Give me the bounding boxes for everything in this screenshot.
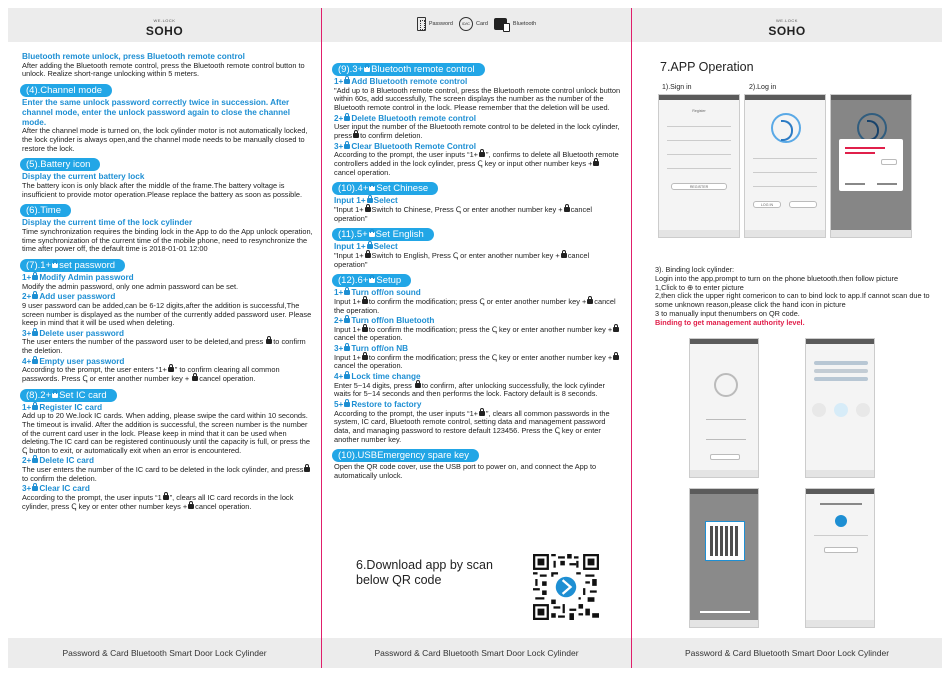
lock-icon	[365, 207, 371, 212]
lock-icon	[32, 405, 38, 410]
heading-label: Turn off/on sound	[351, 288, 421, 298]
channel-mode-subtitle: Enter the same unlock password correctly twice in succession. After channel mode, enter the unlock password again to close the channel mode.	[22, 97, 290, 127]
lock-icon	[479, 152, 485, 157]
qr-scan-frame	[705, 521, 745, 561]
download-app-title: 6.Download app by scan below QR code	[356, 558, 493, 587]
lock-icon	[367, 198, 373, 203]
text-part: cancel the operation.	[334, 333, 403, 343]
unlock-dial-icon[interactable]	[714, 373, 738, 397]
lock-icon	[613, 327, 619, 332]
card-feature	[459, 17, 488, 31]
register-button[interactable]	[671, 183, 727, 190]
dialog-confirm-button[interactable]	[877, 183, 897, 185]
status-bar	[659, 95, 739, 100]
qr-code[interactable]	[533, 554, 599, 620]
option-icon[interactable]	[812, 403, 826, 417]
heading-prefix: 3+	[334, 141, 344, 151]
screen-title: Register	[692, 109, 706, 113]
heading-label: Turn off/on NB	[351, 344, 409, 354]
section-label: Set Chinese	[376, 183, 429, 195]
lock-icon	[32, 275, 38, 280]
section-setup	[332, 274, 411, 287]
brand-logo: SOHO	[768, 24, 806, 38]
heading-prefix: 5+	[334, 400, 344, 410]
nb-toggle-text	[334, 354, 621, 371]
heading-prefix: 4+	[22, 356, 32, 366]
heading-prefix: 3+	[22, 328, 32, 338]
heading-prefix: 3+	[22, 484, 32, 494]
factory-reset-text	[334, 410, 621, 444]
register-button-label: REGISTER	[689, 185, 709, 189]
login-label: 2).Log in	[749, 84, 777, 91]
heading-prefix: 2+	[22, 292, 32, 302]
usb-emergency-text: Open the QR code cover, use the USB port to power on, and connect the App to automatically unlock.	[334, 462, 597, 480]
heading-label: Delete Bluetooth remote control	[351, 113, 476, 123]
lock-icon	[364, 67, 370, 72]
binding-line: 3 to manually input thenumbers on QR code.	[655, 308, 800, 318]
lock-icon	[587, 299, 593, 304]
lock-icon	[344, 374, 350, 379]
text-part: ”, clears all IC card records in the lock cylinder, press ↅ key or enter other number keys +	[22, 493, 294, 511]
lock-cylinder-image	[814, 369, 868, 373]
qr-pattern	[710, 526, 740, 556]
phone-bluetooth-prompt	[830, 94, 912, 238]
text-part: to confirm the deletion.	[22, 337, 306, 356]
text-part: Input 1+	[334, 324, 361, 334]
dialog-cancel-button[interactable]	[845, 183, 865, 185]
section-label: Setup	[376, 275, 402, 287]
text-part: cancel operation.	[195, 501, 252, 511]
text-part: to confirm the deletion.	[22, 473, 97, 483]
clear-remote-text	[334, 151, 621, 177]
section-prefix: (7).1+	[26, 259, 52, 271]
lock-icon	[304, 467, 310, 472]
manual-page-left	[8, 8, 321, 668]
lock-icon	[32, 331, 38, 336]
lock-icon	[32, 359, 38, 364]
lock-icon	[365, 253, 371, 258]
status-bar	[690, 489, 758, 494]
page-header	[322, 8, 631, 42]
login-button-label: LOG IN	[760, 203, 774, 207]
code-field	[667, 149, 731, 155]
lock-icon	[163, 495, 169, 500]
lock-icon	[353, 133, 359, 138]
empty-user-text	[22, 366, 315, 383]
heading-label: Modify Admin password	[39, 272, 134, 282]
sound-text	[334, 298, 621, 315]
text-part: According to the prompt, the user enters “1+	[22, 365, 167, 375]
middle-content	[334, 59, 621, 481]
lock-icon	[479, 411, 485, 416]
section-battery-icon: (5).Battery icon	[20, 158, 100, 171]
lock-icon	[369, 232, 375, 237]
heading-label: Clear IC card	[39, 484, 90, 494]
section-set-password	[20, 259, 125, 272]
heading-prefix: 1+	[334, 288, 344, 298]
section-set-ic-card	[20, 389, 117, 402]
heading-label: Select	[373, 242, 398, 252]
page-footer: Password & Card Bluetooth Smart Door Lock Cylinder	[322, 638, 631, 668]
text-part: "Input 1+	[334, 204, 364, 214]
lock-time-text	[334, 382, 621, 399]
text-part: cancel operation.	[334, 167, 391, 177]
lock-icon	[344, 402, 350, 407]
binding-line: Login into the app,prompt to turn on the phone bluetooth.then follow picture	[655, 273, 898, 283]
bluetooth-toggle-text	[334, 326, 621, 343]
section-label: Set English	[375, 229, 424, 241]
heading-label: Delete user password	[39, 328, 124, 338]
lock-cylinder-image	[814, 377, 868, 381]
login-button[interactable]	[753, 201, 781, 208]
page-header	[632, 8, 942, 42]
nav-bar	[806, 620, 874, 627]
lock-icon	[369, 278, 375, 283]
signup-button[interactable]	[789, 201, 817, 208]
section-prefix: (12).6+	[338, 275, 369, 287]
lock-icon	[564, 207, 570, 212]
text-part: cancel operation.	[199, 374, 256, 384]
lock-icon	[32, 458, 38, 463]
text-part: Switch to English, Press ↅ or enter another number key +	[371, 250, 560, 260]
heading-label: Register IC card	[39, 402, 103, 412]
text-part: cancel the operation.	[334, 296, 616, 315]
text-part: User input the number of the Bluetooth remote control to be deleted in the lock cylinder, press	[334, 122, 620, 140]
lock-icon	[344, 290, 350, 295]
text-part: to confirm the modification; press the ↅ key or enter another number key +	[368, 324, 613, 334]
brand-logo: SOHO	[145, 24, 184, 38]
bluetooth-label: Bluetooth	[512, 21, 537, 27]
text-part: to confirm, after unlocking successfully, the lock cylinder waits for 5~14 seconds and then performs the lock. Factory default is 8 seconds.	[334, 380, 605, 399]
password-field	[667, 163, 731, 169]
heading-label: Lock time change	[351, 372, 421, 382]
section-time: (6).Time	[20, 204, 71, 217]
text-part: "Input 1+	[334, 250, 364, 260]
delete-remote-text	[334, 123, 621, 140]
lock-icon	[266, 339, 272, 344]
phone-field	[667, 135, 731, 141]
country-field	[753, 153, 817, 159]
text-part: cancel operation"	[334, 204, 592, 223]
submit-button[interactable]	[824, 547, 858, 553]
channel-mode-text: After the channel mode is turned on, the lock cylinder motor is not automatically locked, the lock cylinder is always open,and the channel mode needs to be manually closed to restore the lock.	[22, 126, 308, 153]
time-text: Time synchronization requires the binding lock in the App to do the App unlock operation, time synchronization of the current time of the mobile phone, need to resynchronize the time after power off, the default time is 2018-01-01 12:00	[22, 226, 313, 254]
lock-icon	[362, 327, 368, 332]
delete-user-text	[22, 338, 315, 355]
lock-icon	[344, 346, 350, 351]
dialog-warning-text	[845, 152, 875, 154]
bt-unlock-heading: Bluetooth remote unlock, press Bluetooth remote control	[22, 52, 245, 61]
text-part: Switch to Chinese, Press ↅ or enter another number key +	[371, 204, 563, 214]
section-prefix: (11).5+	[338, 229, 368, 241]
text-part: According to the prompt, the user inputs “1+	[334, 408, 478, 418]
status-bar	[806, 339, 874, 344]
heading-prefix: 2+	[22, 456, 32, 466]
heading-prefix: 1+	[22, 402, 32, 412]
add-user-text: 9 user password can be added,can be 6-12 digits,after the addition is successful,The screen number is displayed as the number of the currently added password user. Please keep in mind that it will be used when deleting.	[22, 300, 312, 328]
lock-icon	[188, 504, 194, 509]
app-operation-title: 7.APP Operation	[660, 60, 754, 74]
divider	[706, 439, 746, 440]
lock-badge-icon	[835, 515, 847, 527]
time-subtitle: Display the current time of the lock cylinder	[22, 218, 193, 228]
card-label: Card	[475, 21, 488, 27]
feature-icons	[322, 8, 631, 31]
left-content	[22, 52, 315, 512]
lock-icon	[369, 186, 375, 191]
lock-icon	[344, 144, 350, 149]
battery-text: The battery icon is only black after the middle of the frame.The battery voltage is insufficient to provide motor operation.Please replace the battery as soon as possible.	[22, 180, 303, 199]
manual-page-right	[631, 8, 942, 668]
open-record-button[interactable]	[710, 454, 740, 460]
nav-bar	[745, 230, 825, 237]
card-icon: ID/IC	[459, 17, 473, 31]
heading-prefix: 4+	[334, 372, 344, 382]
section-bluetooth-remote	[332, 63, 485, 76]
section-set-english	[332, 228, 434, 241]
heading-prefix: Input 1+	[334, 196, 366, 206]
heading-label: Delete IC card	[39, 456, 94, 466]
section-set-chinese	[332, 182, 438, 195]
phone-lock-list	[805, 338, 875, 478]
register-ic-text: Add up to 20 We.lock IC cards. When adding, please swipe the card within 10 seconds. The timeout is invalid. After the addition is successful, the screen number is the number of the current card user in the lock. Please keep in mind that it can be used when deleting.The IC card can be registered continuously until the capacity is full, or press the ↅ button to exit, or automatically exit when an error is encountered.	[22, 411, 310, 455]
text-part: to confirm deletion.	[360, 130, 423, 140]
heading-prefix: 3+	[334, 344, 344, 354]
lock-icon	[593, 161, 599, 166]
binding-instructions	[655, 266, 937, 328]
text-part: ”, clears all common passwords in the system, IC card, Bluetooth remote control, setting data and management password data, and managing password to restore default 123456. Press the ↅ key or enter another number key.	[334, 408, 610, 444]
chinese-text	[334, 206, 621, 223]
status-bar	[806, 489, 874, 494]
binding-line: 1,Click to ⊕ to enter picture	[655, 282, 744, 292]
status-bar	[690, 339, 758, 344]
lock-cylinder-image	[814, 361, 868, 365]
lock-icon	[32, 486, 38, 491]
section-usb-emergency: (10).USBEmergency spare key	[332, 449, 479, 462]
section-channel-mode: (4).Channel mode	[20, 84, 112, 97]
lock-icon	[168, 367, 174, 372]
english-text	[334, 252, 621, 269]
keypad-icon	[417, 17, 426, 31]
lock-icon	[344, 116, 350, 121]
text-part: cancel the operation.	[334, 361, 403, 371]
text-part: The user enters the number of the IC card to be deleted in the lock cylinder, and press	[22, 465, 304, 475]
lock-icon	[362, 355, 368, 360]
text-part: to confirm the modification; press the ↅ key or enter another number key +	[368, 352, 613, 362]
brand-tagline: WE.LOCK	[776, 18, 798, 23]
phone-manual-input	[805, 488, 875, 628]
text-part: According to the prompt, the user inputs “1+	[334, 150, 478, 160]
section-prefix: (9).3+	[338, 64, 364, 75]
dialog-allow-button[interactable]	[881, 159, 897, 165]
heading-prefix: 1+	[22, 272, 32, 282]
manual-page-middle	[321, 8, 631, 668]
page-footer: Password & Card Bluetooth Smart Door Lock Cylinder	[8, 638, 321, 668]
screen-title	[820, 503, 862, 505]
phone-login-screen	[744, 94, 826, 238]
bluetooth-dialog	[839, 139, 903, 191]
text-part: Input 1+	[334, 352, 361, 362]
delete-ic-text	[22, 466, 315, 483]
lock-icon	[561, 253, 567, 258]
text-part: The user enters the number of the password user to be deleted,and press	[22, 337, 264, 347]
heading-label: Select	[373, 196, 398, 206]
country-field	[667, 121, 731, 127]
lock-icon	[415, 383, 421, 388]
add-remote-text: "Add up to 8 Bluetooth remote control, press the Bluetooth remote control unlock button within 60s, add successfully, The screen displays the number as the number of the Bluetooth remote control in the lock. Please remember that the deletion will be used.	[334, 85, 621, 112]
phone-signin-screen	[658, 94, 740, 238]
lock-icon	[362, 299, 368, 304]
brand-tagline: WE.LOCK	[153, 18, 176, 23]
lock-icon	[613, 355, 619, 360]
password-feature	[417, 17, 453, 31]
text-part: Input 1+	[334, 296, 361, 306]
signin-label: 1).Sign in	[662, 84, 692, 91]
nav-bar	[659, 230, 739, 237]
heading-label: Empty user password	[39, 356, 125, 366]
heading-prefix: 1+	[334, 77, 344, 86]
bt-unlock-text: After adding the Bluetooth remote control, press the Bluetooth remote control button to unlock. Realize short-range unlocking within 5 meters.	[22, 60, 305, 79]
text-part: cancel operation"	[334, 250, 590, 269]
code-input[interactable]	[814, 535, 868, 536]
lock-icon	[344, 318, 350, 323]
heading-label: Add Bluetooth remote control	[351, 77, 468, 86]
dialog-warning-text	[845, 147, 885, 149]
page-header	[8, 8, 321, 42]
phone-qr-scan	[689, 488, 759, 628]
option-icon[interactable]	[856, 403, 870, 417]
status-bar	[745, 95, 825, 100]
password-field	[753, 181, 817, 187]
heading-prefix: 2+	[334, 316, 344, 326]
nav-bar	[690, 470, 758, 477]
section-prefix: (10).4+	[338, 183, 369, 195]
bluetooth-logo-icon	[771, 113, 801, 143]
heading-label: Add user password	[39, 292, 116, 302]
lock-icon	[367, 244, 373, 249]
heading-label: Turn off/on Bluetooth	[351, 316, 435, 326]
lock-icon	[344, 79, 350, 84]
text-part: According to the prompt, the user inputs “1	[22, 493, 162, 503]
heading-prefix: Input 1+	[334, 242, 366, 252]
phone-lock-home	[689, 338, 759, 478]
section-prefix: (8).2+	[26, 389, 52, 401]
option-icon[interactable]	[834, 403, 848, 417]
nav-bar	[806, 470, 874, 477]
nav-bar	[690, 620, 758, 627]
text-part: ”, confirms to delete all Bluetooth remote controllers added in the lock cylinder, press ↅ key or input other number keys +	[334, 150, 619, 168]
binding-line: 2,then click the upper right cornericon to can to bind lock to app.If cannot scan due to some unknown reason,please click the hand icon in picture	[655, 291, 930, 310]
phone-field	[753, 167, 817, 173]
section-label: set password	[59, 259, 116, 271]
password-label: Password	[428, 21, 453, 27]
section-label: Set IC card	[59, 389, 107, 401]
clear-ic-text	[22, 494, 315, 511]
lock-icon	[52, 263, 58, 268]
heading-prefix: 2+	[334, 113, 344, 123]
bluetooth-device-icon	[494, 18, 507, 30]
text-part: Enter 5~14 digits, press	[334, 380, 412, 390]
section-label: Bluetooth remote control	[371, 64, 475, 75]
divider	[706, 419, 746, 420]
modify-admin-text: Modify the admin password, only one admin password can be set.	[22, 281, 239, 291]
battery-subtitle: Display the current battery lock	[22, 172, 145, 182]
lock-icon	[32, 294, 38, 299]
binding-authority-note: Binding to get management authority level.	[655, 317, 805, 327]
text-part: ” to confirm clearing all common passwords. Press ↅ or enter another number key +	[22, 365, 280, 384]
nav-bar	[831, 230, 911, 237]
page-footer: Password & Card Bluetooth Smart Door Lock Cylinder	[632, 638, 942, 668]
heading-label: Restore to factory	[351, 400, 422, 410]
scan-hint	[700, 611, 750, 613]
binding-title: 3). Binding lock cylinder:	[655, 265, 735, 274]
lock-icon	[192, 376, 198, 381]
heading-label: Clear Bluetooth Remote Control	[351, 141, 476, 151]
bluetooth-feature	[494, 18, 536, 30]
lock-icon	[52, 393, 58, 398]
text-part: to confirm the modification; press ↅ or enter another number key +	[368, 296, 587, 306]
